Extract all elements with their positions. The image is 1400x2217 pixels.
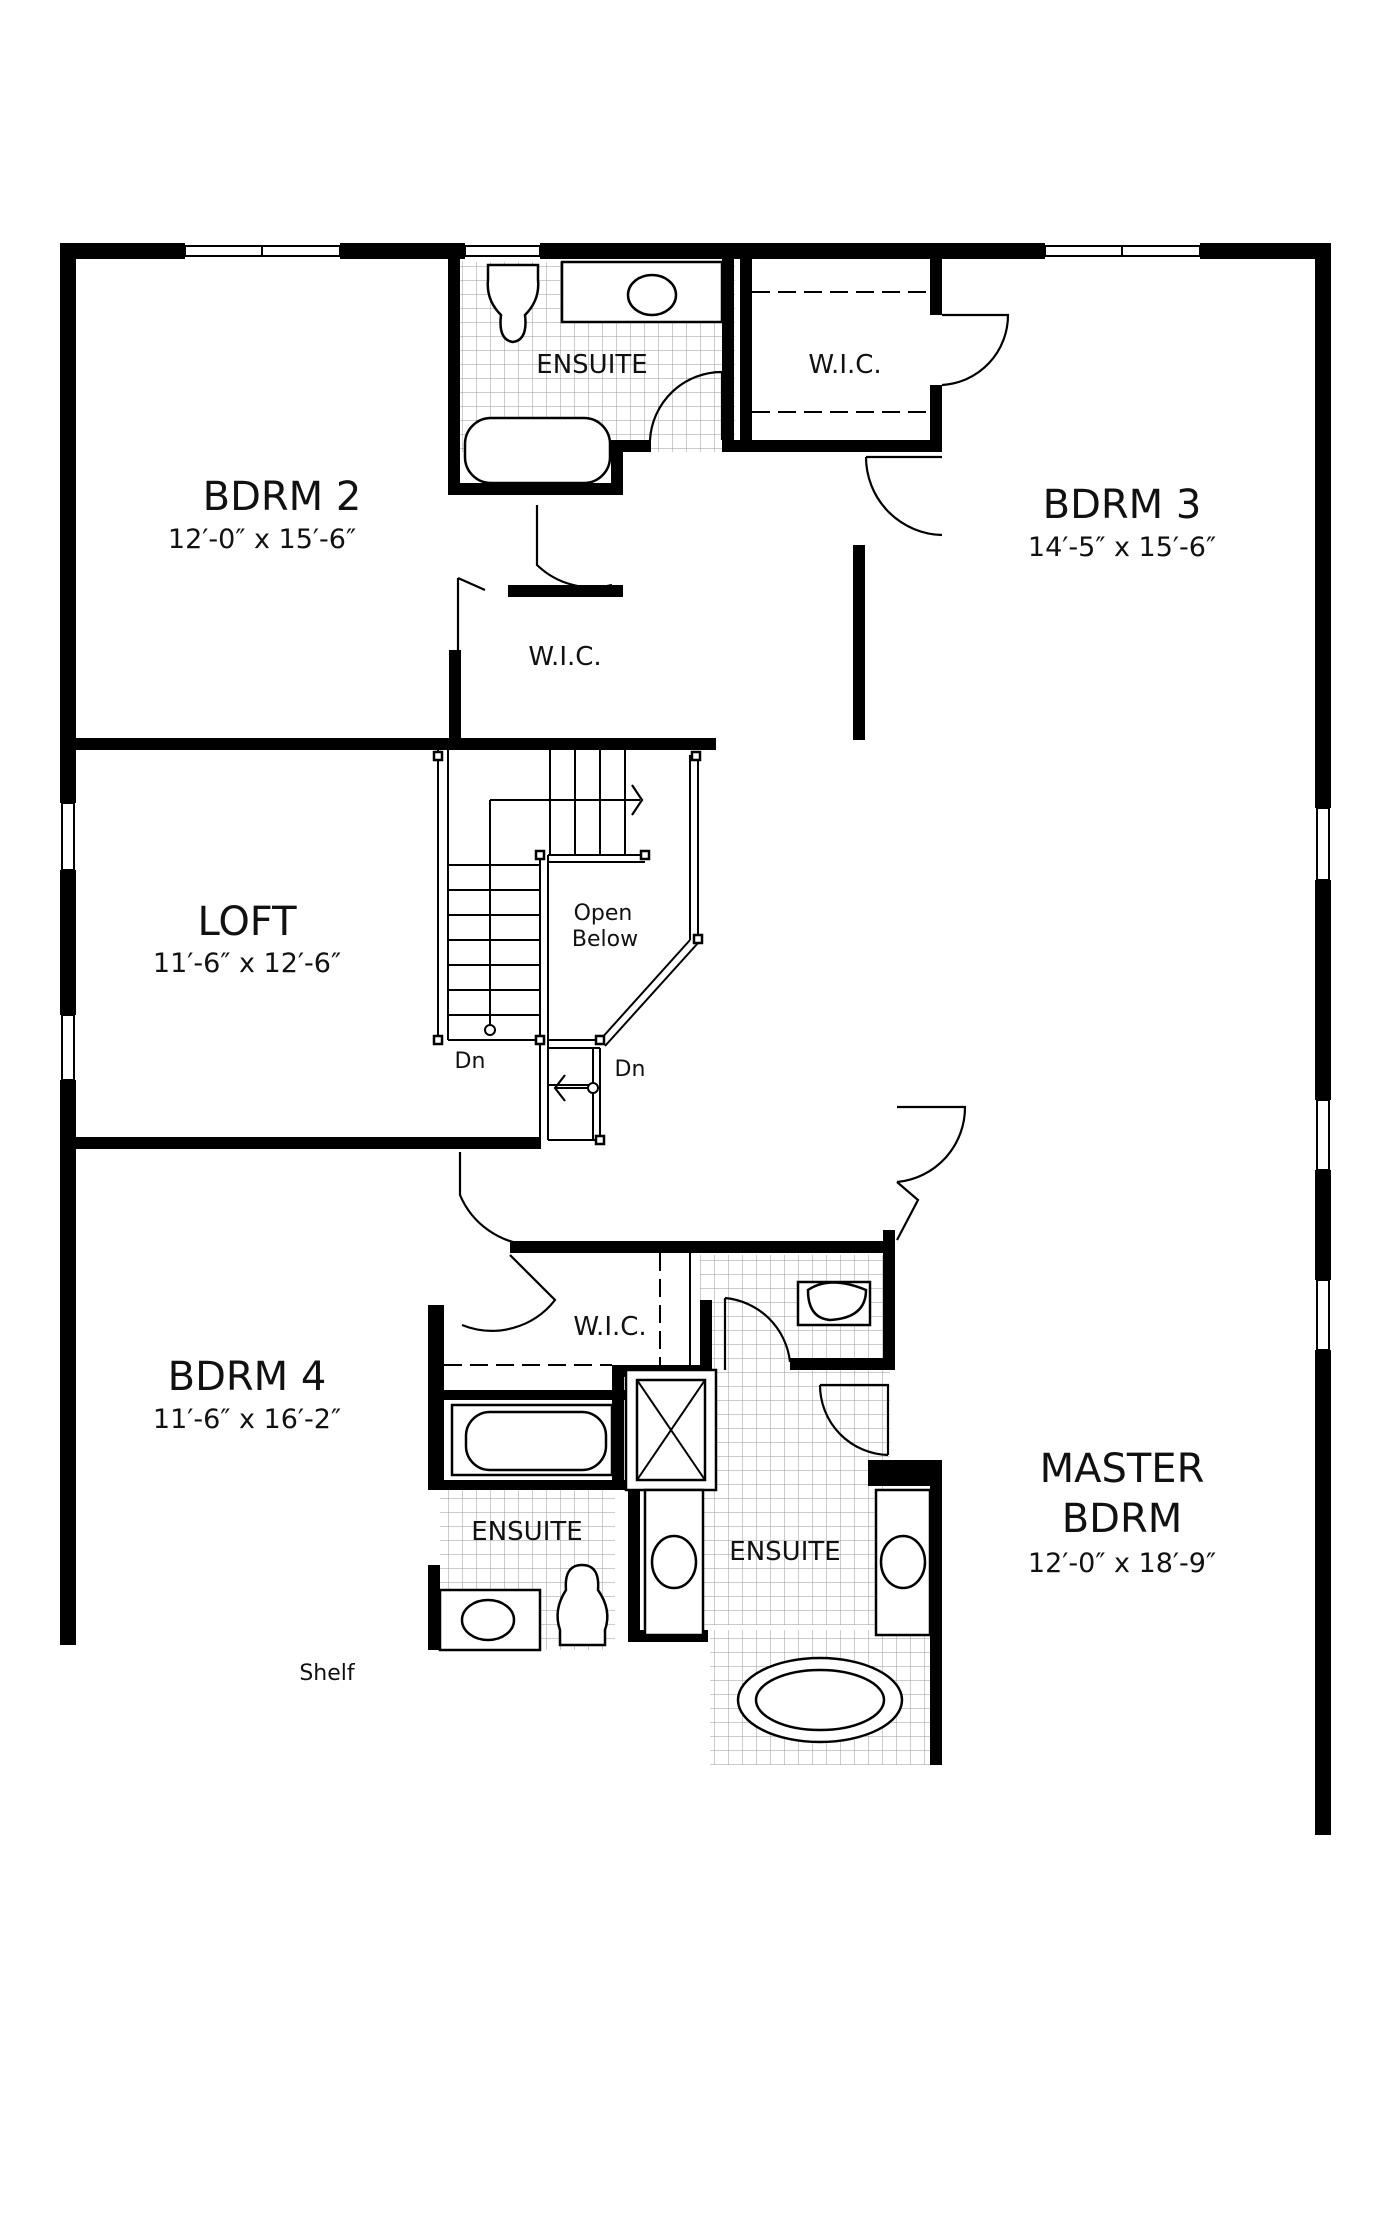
shelf-label: Shelf [299,1661,355,1686]
bdrm3-name: BDRM 3 [1042,482,1202,528]
master-dims: 12′-0″ x 18′-9″ [1027,1548,1217,1579]
ensuite-top-label: ENSUITE [536,350,648,380]
stairs [434,750,702,1144]
bdrm4-name: BDRM 4 [167,1354,327,1400]
wic-bdrm2-label: W.I.C. [528,642,602,672]
loft-name: LOFT [197,899,297,945]
bdrm3-dims: 14′-5″ x 15′-6″ [1027,532,1217,563]
dn-left-label: Dn [454,1049,486,1074]
dn-right-label: Dn [614,1057,646,1082]
ensuite-bdrm4-label: ENSUITE [471,1517,583,1547]
ensuite-master-label: ENSUITE [729,1537,841,1567]
loft-dims: 11′-6″ x 12′-6″ [152,948,342,979]
bdrm2-dims: 12′-0″ x 15′-6″ [167,524,357,555]
master-name-line1: MASTER [1039,1446,1205,1492]
bdrm2-name: BDRM 2 [202,474,362,520]
open-below-line2: Below [571,927,639,952]
master-name-line2: BDRM [1061,1496,1183,1542]
wic-bdrm4-label: W.I.C. [573,1312,647,1342]
bdrm4-dims: 11′-6″ x 16′-2″ [152,1404,342,1435]
open-below-line1: Open [573,901,633,926]
wic-top-label: W.I.C. [808,350,882,380]
